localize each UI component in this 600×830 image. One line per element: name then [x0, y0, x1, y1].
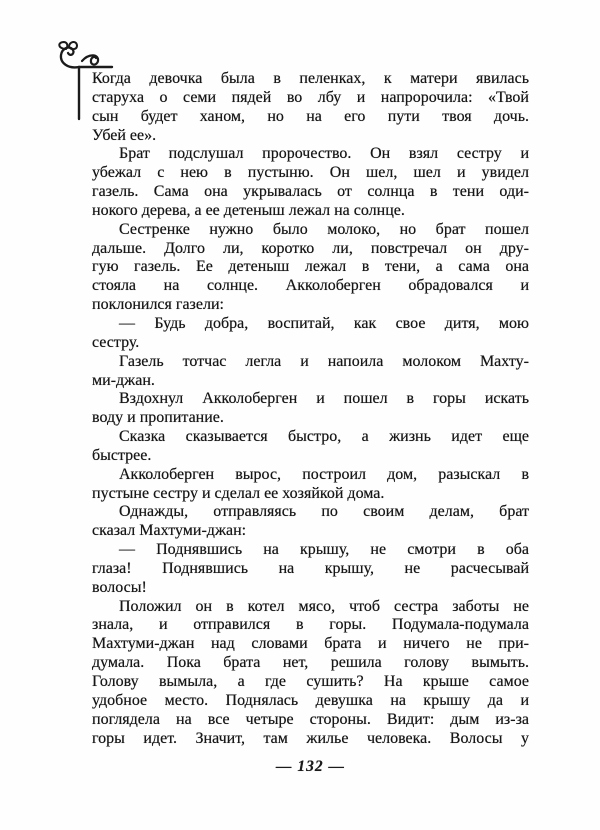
- text-line: дальше. Долго ли, коротко ли, повстречал он дру-: [92, 239, 529, 257]
- page-number: — 132 —: [276, 758, 345, 775]
- text-line: Акколоберген вырос, построил дом, разыскал в: [119, 465, 529, 483]
- text-line: стояла на солнце. Акколоберген обрадовался и: [92, 277, 529, 295]
- story-text-block: [92, 70, 529, 748]
- text-line: сказал Махтуми-джан:: [92, 522, 247, 540]
- text-line: убежал с нею в пустыню. Он шел, шел и увидел: [92, 164, 529, 182]
- text-line: поклонился газели:: [92, 296, 224, 314]
- text-line: горы идет. Значит, там жилье человека. Волосы у: [92, 729, 529, 747]
- text-line: глаза! Поднявшись на крышу, не расчесывай: [92, 559, 529, 577]
- text-line: Вздохнул Акколоберген и пошел в горы искать: [119, 390, 529, 408]
- text-line: старуха о семи пядей во лбу и напророчила: «Твой: [92, 88, 529, 106]
- text-line: газель. Сама она укрывалась от солнца в тени оди-: [92, 183, 529, 201]
- text-line: Убей ее».: [92, 126, 157, 144]
- text-line: поглядела на все четыре стороны. Видит: дым из-за: [92, 710, 529, 728]
- text-line: гую газель. Ее детеныш лежал в тени, а сама она: [92, 258, 529, 276]
- text-line: Брат подслушал пророчество. Он взял сестру и: [119, 145, 529, 163]
- text-line: знала, и отправился в горы. Подумала-подумала: [92, 616, 529, 634]
- text-line: Голову вымыла, а где сушить? На крыше самое: [92, 673, 529, 690]
- text-line: ми-джан.: [92, 371, 155, 389]
- text-line: быстрее.: [92, 446, 152, 464]
- text-line: Сказка сказывается быстро, а жизнь идет еще: [119, 428, 529, 446]
- text-line: пустыне сестру и сделал ее хозяйкой дома.: [92, 484, 385, 502]
- text-line: волосы!: [92, 578, 147, 596]
- text-line: Однажды, отправляясь по своим делам, брат: [119, 503, 529, 521]
- text-line: думала. Пока брата нет, решила голову вымыть.: [92, 654, 529, 672]
- text-line: Когда девочка была в пеленках, к матери явилась: [92, 70, 529, 87]
- text-line: Сестренке нужно было молоко, но брат пошел: [119, 220, 529, 238]
- text-line: сестру.: [92, 333, 140, 351]
- text-line: Газель тотчас легла и напоила молоком Махту-: [119, 352, 529, 370]
- text-line: удобное место. Поднялась девушка на крышу да и: [92, 691, 529, 709]
- text-line: — Будь добра, воспитай, как свое дитя, мою: [119, 314, 529, 332]
- text-line: — Поднявшись на крышу, не смотри в оба: [119, 541, 529, 559]
- text-line: воду и пропитание.: [92, 409, 224, 427]
- text-line: нокого дерева, а ее детеныш лежал на солнце.: [92, 201, 405, 219]
- text-line: сын будет ханом, но на его пути твоя дочь.: [92, 107, 529, 125]
- text-line: Положил он в котел мясо, чтоб сестра заботы не: [119, 597, 529, 615]
- text-line: Махтуми-джан над словами брата и ничего не при-: [92, 635, 529, 653]
